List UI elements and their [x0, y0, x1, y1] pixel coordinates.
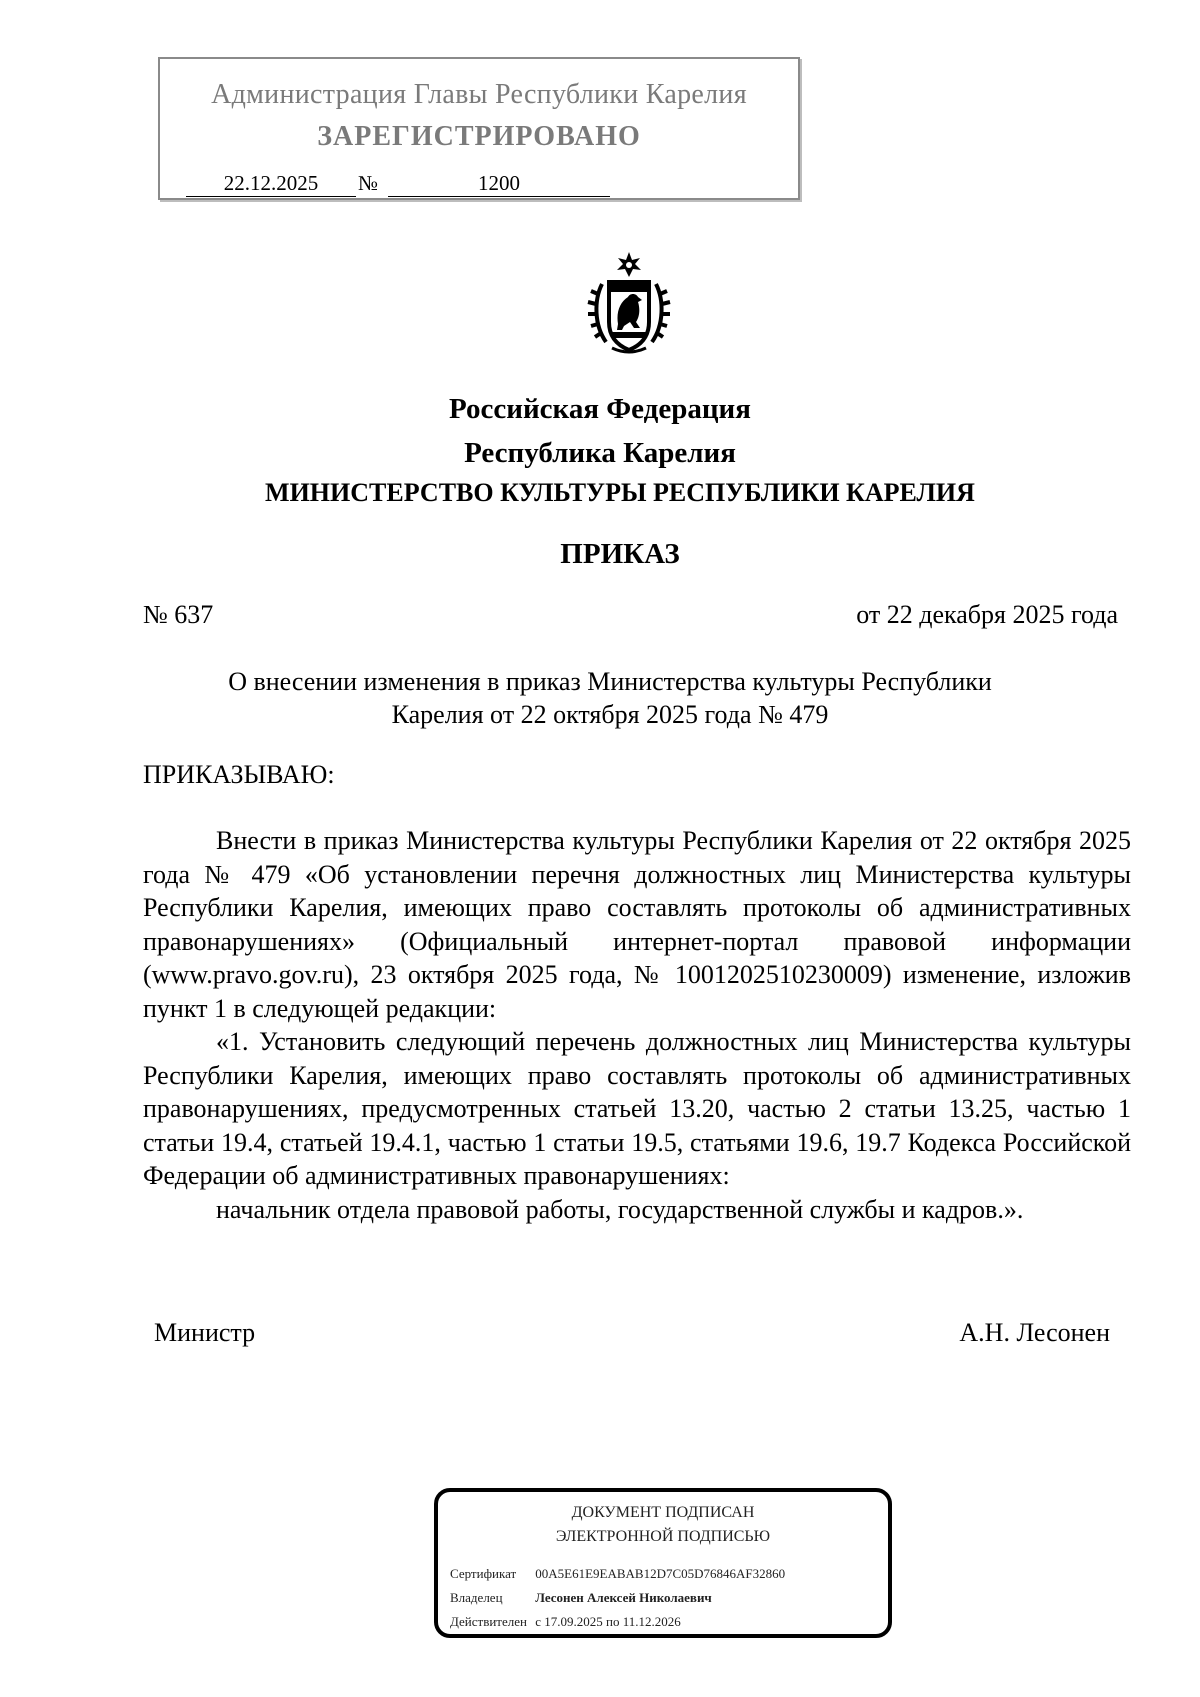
document-type: ПРИКАЗ	[560, 538, 680, 570]
order-subject-line-1: О внесении изменения в приказ Министерства культуры Республики	[228, 667, 992, 696]
esign-certificate-row	[450, 1566, 785, 1582]
header-ministry: МИНИСТЕРСТВО КУЛЬТУРЫ РЕСПУБЛИКИ КАРЕЛИЯ	[265, 478, 975, 507]
registration-number-sign: №	[358, 171, 379, 195]
body-paragraph-3: начальник отдела правовой работы, государственной службы и кадров.».	[216, 1194, 1024, 1224]
esign-title-1: ДОКУМЕНТ ПОДПИСАН	[571, 1504, 755, 1521]
karelia-coat-of-arms-icon	[584, 250, 674, 360]
registration-status: ЗАРЕГИСТРИРОВАНО	[317, 121, 641, 152]
electronic-signature-stamp	[434, 1488, 892, 1638]
order-date: от 22 декабря 2025 года	[856, 600, 1118, 629]
order-number: № 637	[143, 600, 214, 629]
order-subject-line-2: Карелия от 22 октября 2025 года № 479	[391, 700, 829, 729]
signer-title: Министр	[154, 1318, 256, 1347]
header-republic: Республика Карелия	[464, 437, 736, 469]
esign-validity-row	[450, 1614, 681, 1630]
registration-date: 22.12.2025	[186, 171, 356, 197]
esign-certificate-value: 00A5E61E9EABAB12D7C05D76846AF32860	[535, 1566, 786, 1581]
registration-stamp	[158, 57, 800, 200]
header-country: Российская Федерация	[449, 393, 751, 425]
order-subject	[150, 665, 1070, 731]
signer-name: А.Н. Лесонен	[959, 1318, 1110, 1347]
esign-owner-row	[450, 1590, 712, 1606]
esign-certificate-label: Сертификат	[450, 1566, 517, 1581]
order-body	[143, 824, 1131, 1226]
body-paragraph-1: Внести в приказ Министерства культуры Республики Карелия от 22 октября 2025 года № 479 «Об установлении перечня должностных лиц Министерства культуры Республики Карелия, имеющих право составлять протоколы об административных правонарушениях» (Официальный интернет-портал правовой информации (www.pravo.gov.ru), 23 октября 2025 года, № 1001202510230009) изменение, изложив пункт 1 в следующей редакции:	[143, 826, 1131, 1023]
esign-title-2: ЭЛЕКТРОННОЙ ПОДПИСЬЮ	[555, 1528, 771, 1545]
esign-validity-value: с 17.09.2025 по 11.12.2026	[535, 1614, 681, 1629]
body-paragraph-2: «1. Установить следующий перечень должностных лиц Министерства культуры Республики Карелия, имеющих право составлять протоколы об административных правонарушениях, предусмотренных статьей 13.20, частью 2 статьи 13.25, частью 1 статьи 19.4, статьей 19.4.1, частью 1 статьи 19.5, статьями 19.6, 19.7 Кодекса Российской Федерации об административных правонарушениях:	[143, 1027, 1131, 1190]
registration-authority: Администрация Главы Республики Карелия	[211, 79, 747, 110]
esign-validity-label: Действителен	[450, 1614, 527, 1629]
directive-heading: ПРИКАЗЫВАЮ:	[143, 760, 335, 789]
esign-owner-value: Лесонен Алексей Николаевич	[535, 1590, 712, 1605]
registration-number: 1200	[388, 171, 610, 197]
esign-owner-label: Владелец	[450, 1590, 503, 1605]
